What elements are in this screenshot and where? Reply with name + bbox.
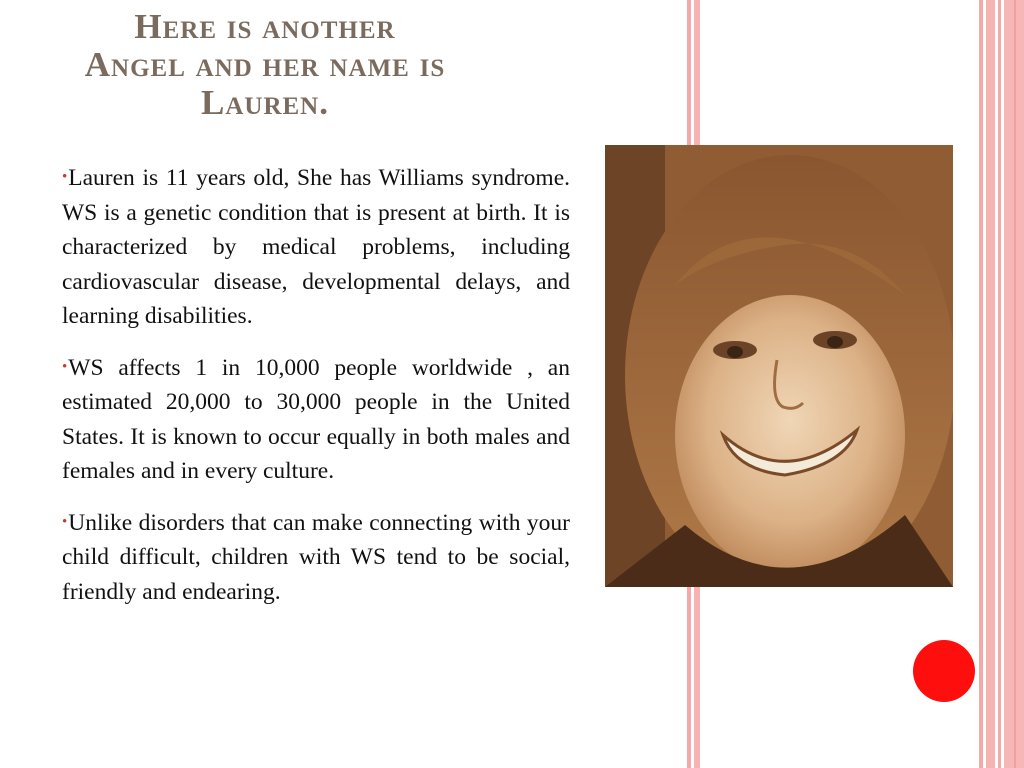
bullet-text: WS affects 1 in 10,000 people worldwide , an estimated 20,000 to 30,000 people in the United States. It is known to occur equally in both males and females and in every culture. bbox=[62, 354, 570, 484]
bullet-marker: • bbox=[62, 513, 68, 530]
decorative-stripe bbox=[998, 0, 1001, 768]
decorative-stripe bbox=[979, 0, 983, 768]
title-line-1: Here is another bbox=[134, 7, 396, 46]
decorative-stripe bbox=[1014, 0, 1016, 768]
bullet-item bbox=[62, 160, 570, 334]
portrait-photo bbox=[605, 145, 953, 587]
bullet-text: Unlike disorders that can make connecting with your child difficult, children with WS tend to be social, friendly and endearing. bbox=[62, 509, 570, 605]
slide-title bbox=[30, 8, 500, 122]
bullet-item bbox=[62, 505, 570, 610]
bullet-marker: • bbox=[62, 358, 68, 375]
decorative-stripe bbox=[986, 0, 995, 768]
title-line-3: Lauren. bbox=[201, 83, 329, 122]
bullet-item bbox=[62, 350, 570, 489]
red-circle-decoration bbox=[913, 640, 975, 702]
bullet-text: Lauren is 11 years old, She has Williams syndrome. WS is a genetic condition that is present at birth. It is characterized by medical problems, including cardiovascular disease, developmental delays, and learning disabilities. bbox=[62, 165, 570, 329]
bullet-list bbox=[62, 160, 570, 625]
bullet-marker: • bbox=[62, 169, 68, 185]
portrait-illustration bbox=[605, 145, 953, 587]
title-line-2: Angel and her name is bbox=[84, 45, 446, 84]
